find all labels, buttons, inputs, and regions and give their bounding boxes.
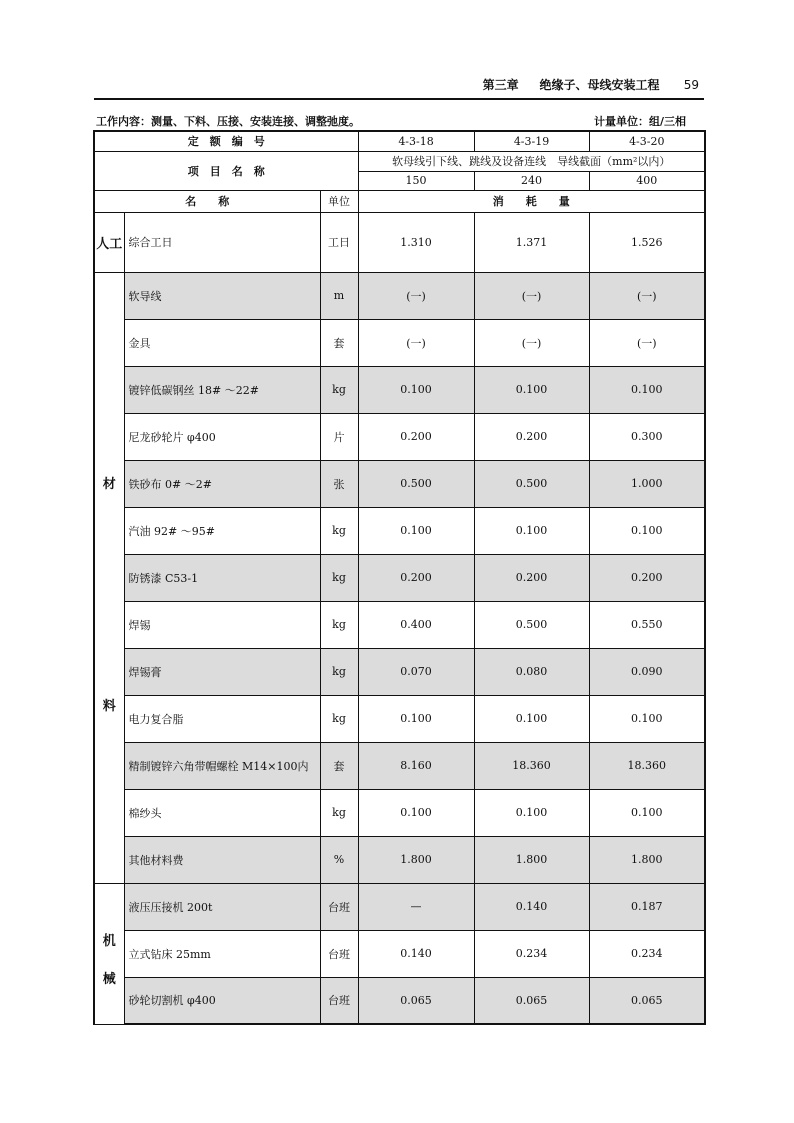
- material-label-bottom: 料: [102, 698, 116, 714]
- material-unit: kg: [320, 695, 358, 742]
- material-value-1: 0.400: [358, 601, 474, 648]
- labor-unit: 工日: [320, 212, 358, 272]
- machine-row: [94, 930, 705, 977]
- material-row: [94, 272, 705, 319]
- material-value-3: 0.300: [589, 413, 705, 460]
- material-value-3: 0.100: [589, 695, 705, 742]
- header-text: [483, 76, 699, 93]
- material-value-2: 18.360: [474, 742, 589, 789]
- material-value-1: 0.500: [358, 460, 474, 507]
- material-value-2: 0.080: [474, 648, 589, 695]
- machine-value-3: 0.187: [589, 883, 705, 930]
- material-value-1: 8.160: [358, 742, 474, 789]
- material-row: [94, 836, 705, 883]
- size-2: 240: [474, 171, 589, 190]
- material-unit: kg: [320, 507, 358, 554]
- material-value-3: 0.200: [589, 554, 705, 601]
- material-value-2: 0.100: [474, 695, 589, 742]
- machine-name: 立式钻床 25mm: [124, 930, 320, 977]
- material-value-1: (一): [358, 319, 474, 366]
- labor-name: 综合工日: [124, 212, 320, 272]
- material-value-1: 0.200: [358, 413, 474, 460]
- material-name: 尼龙砂轮片 φ400: [124, 413, 320, 460]
- material-label-top: 材: [102, 476, 116, 492]
- material-unit: kg: [320, 601, 358, 648]
- material-row: [94, 460, 705, 507]
- quota-label: 定 额 编 号: [94, 131, 358, 151]
- machine-label-bottom: 械: [102, 971, 116, 987]
- page-number: 59: [683, 78, 699, 92]
- code-2: 4-3-19: [474, 131, 589, 151]
- chapter-label: 第三章: [482, 78, 519, 92]
- machine-row: [94, 883, 705, 930]
- machine-label-top: 机: [102, 933, 116, 949]
- material-unit: kg: [320, 366, 358, 413]
- material-value-2: 0.100: [474, 366, 589, 413]
- labor-value-2: 1.371: [474, 212, 589, 272]
- material-value-2: 0.500: [474, 601, 589, 648]
- material-value-2: 0.200: [474, 554, 589, 601]
- material-value-3: (一): [589, 319, 705, 366]
- material-row: [94, 319, 705, 366]
- material-row: [94, 601, 705, 648]
- material-value-2: 0.100: [474, 507, 589, 554]
- material-value-1: 1.800: [358, 836, 474, 883]
- material-value-1: 0.100: [358, 507, 474, 554]
- material-unit: 片: [320, 413, 358, 460]
- material-value-2: (一): [474, 272, 589, 319]
- col-name: 名 称: [94, 190, 320, 212]
- machine-unit: 台班: [320, 883, 358, 930]
- machine-name: 液压压接机 200t: [124, 883, 320, 930]
- material-name: 其他材料费: [124, 836, 320, 883]
- material-value-2: 0.100: [474, 789, 589, 836]
- material-category-label: [94, 272, 124, 883]
- material-name: 防锈漆 C53-1: [124, 554, 320, 601]
- material-value-1: (一): [358, 272, 474, 319]
- machine-name: 砂轮切割机 φ400: [124, 977, 320, 1024]
- col-unit: 单位: [320, 190, 358, 212]
- material-name: 软导线: [124, 272, 320, 319]
- chapter-title: 绝缘子、母线安装工程: [539, 78, 660, 92]
- measure-unit: 计量单位：组/三相: [593, 115, 686, 128]
- code-1: 4-3-18: [358, 131, 474, 151]
- header-rule: [94, 98, 704, 100]
- material-name: 镀锌低碳钢丝 18# ～22#: [124, 366, 320, 413]
- material-value-3: 0.100: [589, 789, 705, 836]
- material-unit: 套: [320, 319, 358, 366]
- material-value-1: 0.200: [358, 554, 474, 601]
- col-consume: 消 耗 量: [358, 190, 705, 212]
- material-unit: m: [320, 272, 358, 319]
- material-unit: kg: [320, 554, 358, 601]
- code-3: 4-3-20: [589, 131, 705, 151]
- item-label: 项 目 名 称: [94, 151, 358, 190]
- material-row: [94, 507, 705, 554]
- size-1: 150: [358, 171, 474, 190]
- material-name: 精制镀锌六角带帽螺栓 M14×100内: [124, 742, 320, 789]
- material-row: [94, 648, 705, 695]
- material-value-3: 0.550: [589, 601, 705, 648]
- material-value-3: 0.100: [589, 507, 705, 554]
- labor-value-3: 1.526: [589, 212, 705, 272]
- machine-value-2: 0.065: [474, 977, 589, 1024]
- machine-value-1: 0.065: [358, 977, 474, 1024]
- machine-value-2: 0.140: [474, 883, 589, 930]
- labor-label: 人工: [94, 212, 124, 272]
- material-name: 汽油 92# ～95#: [124, 507, 320, 554]
- material-row: [94, 366, 705, 413]
- material-value-2: (一): [474, 319, 589, 366]
- material-value-1: 0.070: [358, 648, 474, 695]
- work-content: 工作内容：测量、下料、压接、安装连接、调整弛度。: [96, 115, 360, 128]
- machine-unit: 台班: [320, 977, 358, 1024]
- material-name: 铁砂布 0# ～2#: [124, 460, 320, 507]
- material-row: [94, 413, 705, 460]
- material-row: [94, 789, 705, 836]
- material-row: [94, 742, 705, 789]
- machine-value-2: 0.234: [474, 930, 589, 977]
- material-value-3: 0.090: [589, 648, 705, 695]
- material-unit: 张: [320, 460, 358, 507]
- machine-category-label: [94, 883, 124, 1024]
- material-value-1: 0.100: [358, 695, 474, 742]
- machine-value-1: —: [358, 883, 474, 930]
- material-name: 电力复合脂: [124, 695, 320, 742]
- machine-unit: 台班: [320, 930, 358, 977]
- material-name: 棉纱头: [124, 789, 320, 836]
- machine-value-3: 0.065: [589, 977, 705, 1024]
- material-value-3: (一): [589, 272, 705, 319]
- material-value-3: 1.000: [589, 460, 705, 507]
- material-value-2: 1.800: [474, 836, 589, 883]
- material-value-2: 0.500: [474, 460, 589, 507]
- machine-value-3: 0.234: [589, 930, 705, 977]
- machine-value-1: 0.140: [358, 930, 474, 977]
- material-value-1: 0.100: [358, 366, 474, 413]
- machine-row: [94, 977, 705, 1024]
- material-row: [94, 554, 705, 601]
- material-unit: kg: [320, 789, 358, 836]
- size-3: 400: [589, 171, 705, 190]
- material-value-3: 18.360: [589, 742, 705, 789]
- material-value-2: 0.200: [474, 413, 589, 460]
- material-name: 焊锡膏: [124, 648, 320, 695]
- material-row: [94, 695, 705, 742]
- material-name: 焊锡: [124, 601, 320, 648]
- material-value-1: 0.100: [358, 789, 474, 836]
- material-unit: %: [320, 836, 358, 883]
- material-value-3: 0.100: [589, 366, 705, 413]
- page-header: [96, 70, 703, 98]
- span-title: 软母线引下线、跳线及设备连线 导线截面（mm²以内）: [358, 151, 705, 171]
- material-name: 金具: [124, 319, 320, 366]
- material-unit: 套: [320, 742, 358, 789]
- material-unit: kg: [320, 648, 358, 695]
- material-value-3: 1.800: [589, 836, 705, 883]
- meta-line: [96, 113, 702, 129]
- quota-table: [93, 130, 706, 1025]
- labor-value-1: 1.310: [358, 212, 474, 272]
